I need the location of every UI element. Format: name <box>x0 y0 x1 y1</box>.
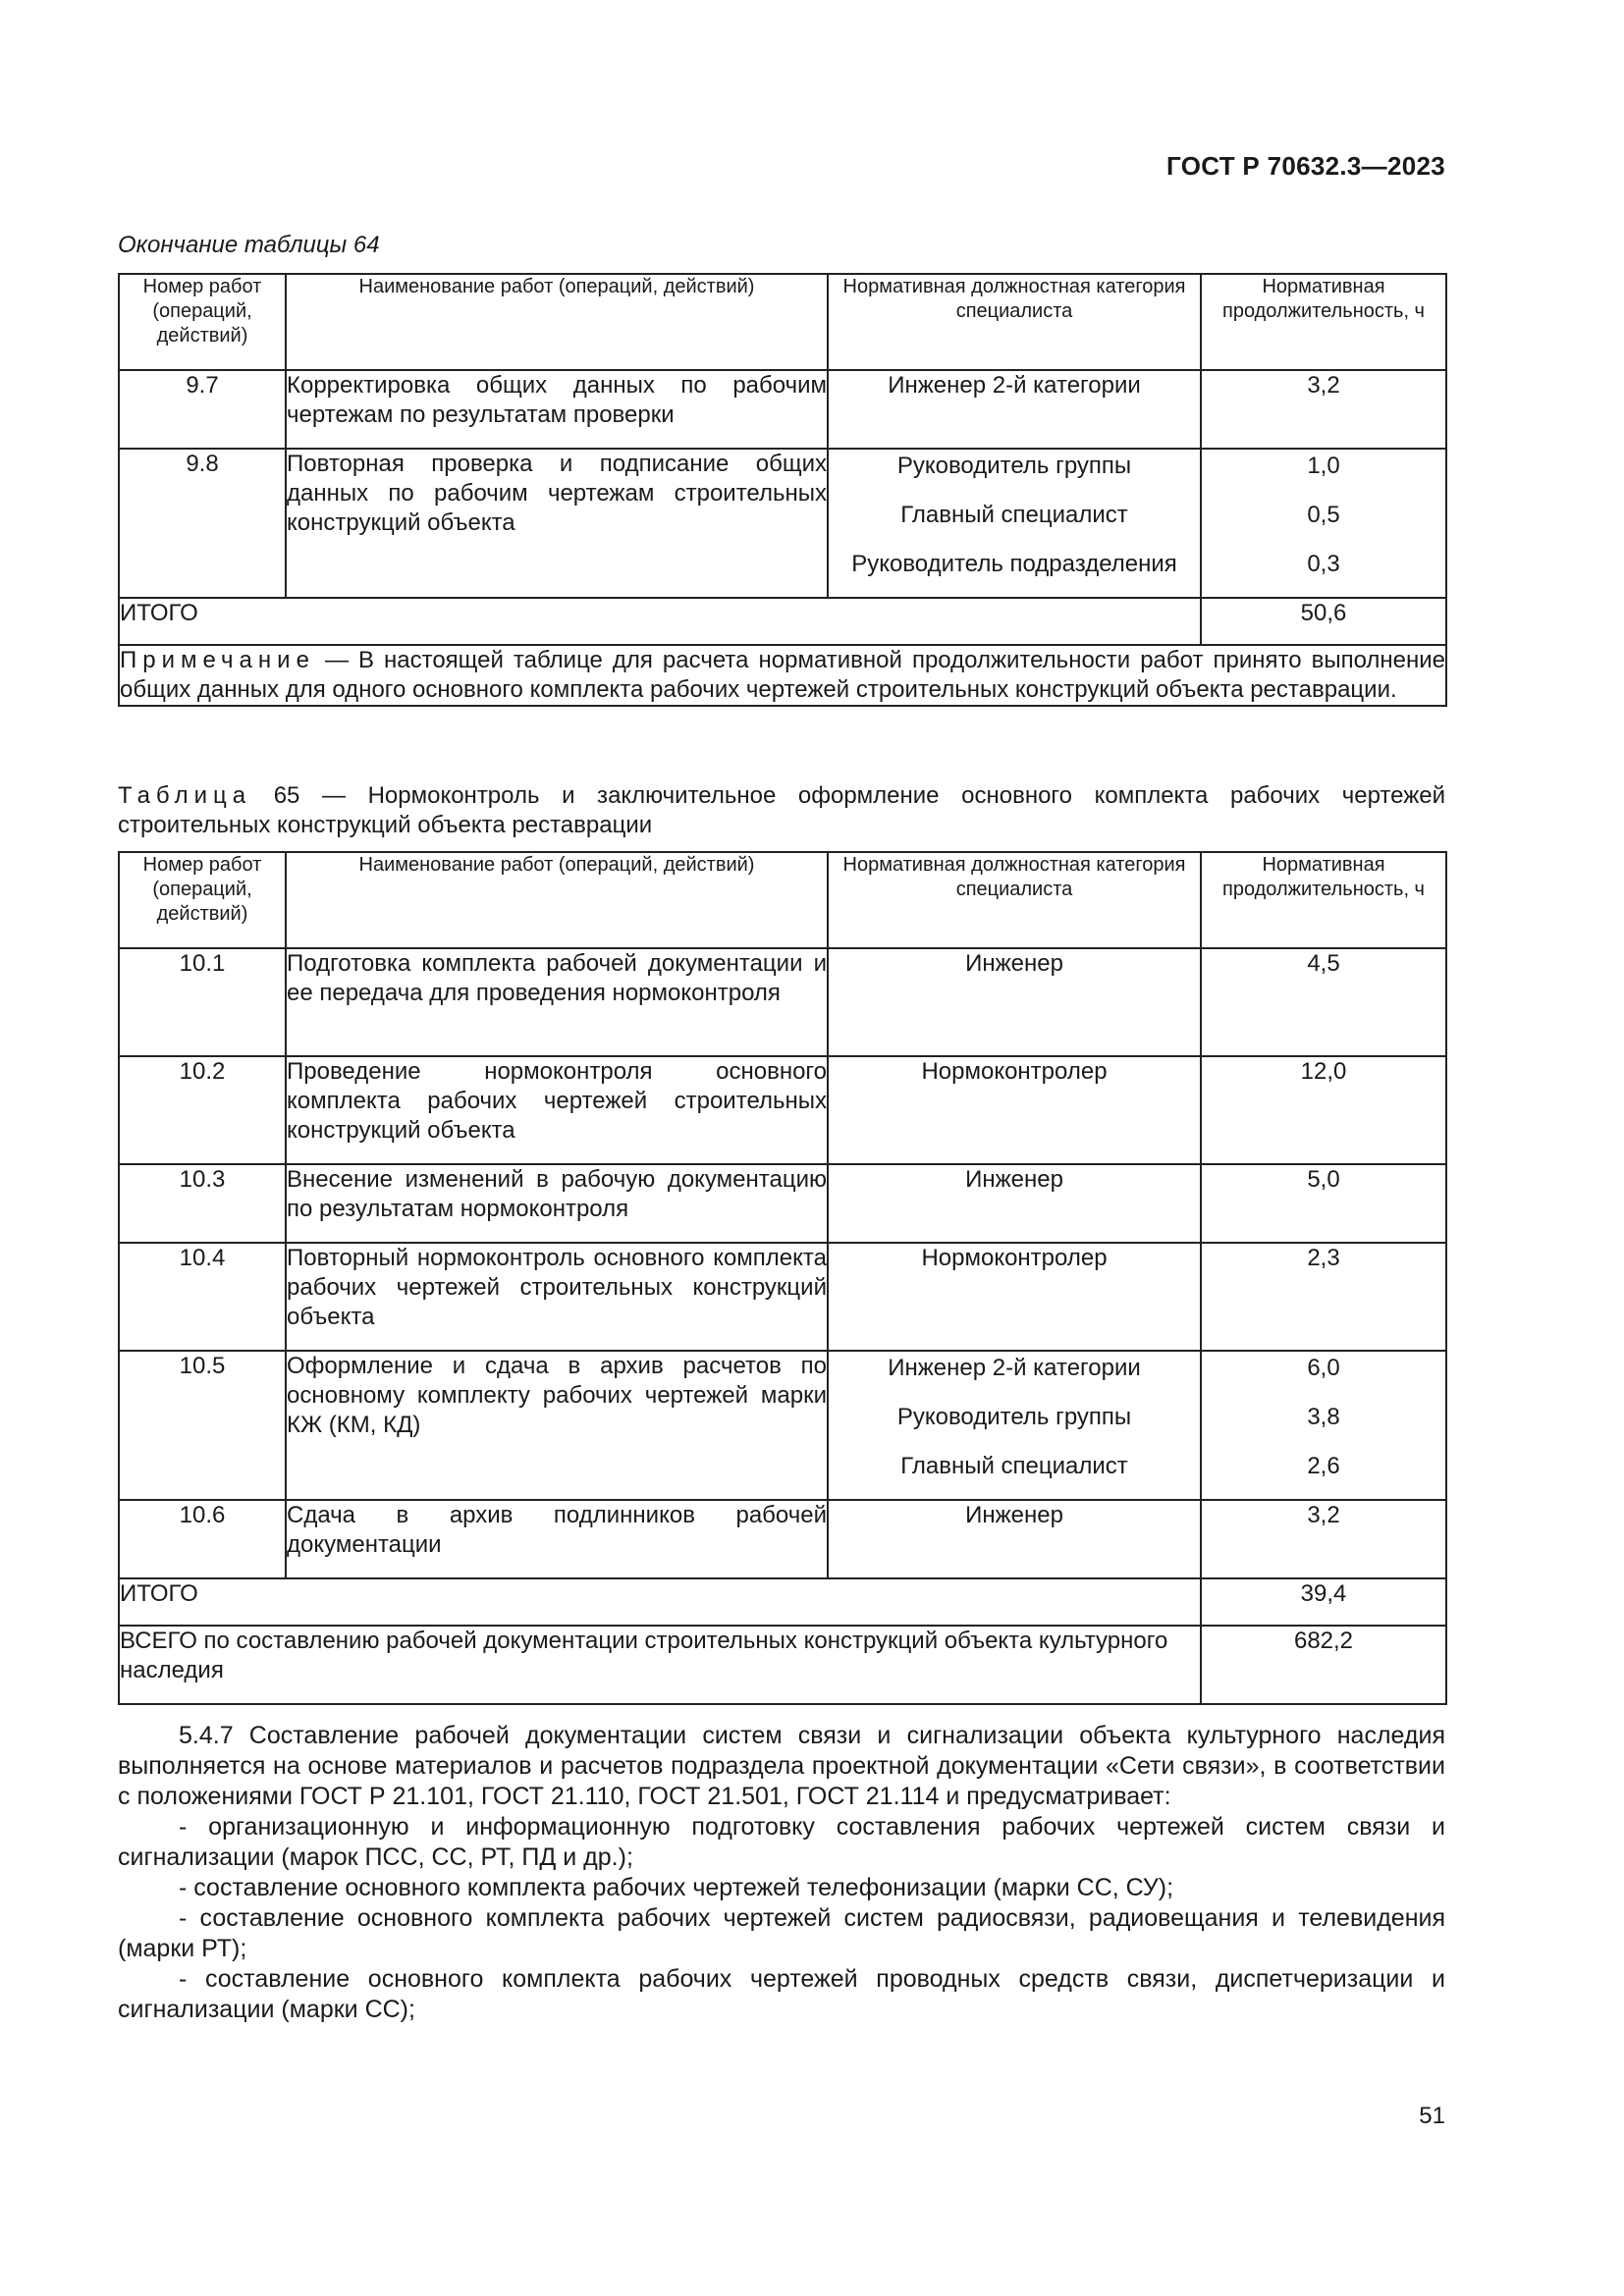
column-header-category: Нормативная должностная категория специалиста <box>828 274 1201 370</box>
table-title-text: 65 — Нормоконтроль и заключительное оформление основного комплекта рабочих чертежей строительных конструкций объекта реставрации <box>118 782 1446 838</box>
table-row <box>119 1164 1446 1243</box>
table-header-row <box>119 852 1446 948</box>
total-value: 50,6 <box>1201 598 1446 645</box>
column-header-duration: Нормативная продолжительность, ч <box>1201 852 1446 948</box>
specialist-category: Главный специалист <box>900 502 1128 528</box>
table-64 <box>118 273 1447 707</box>
list-item: - организационную и информационную подготовку составления рабочих чертежей систем связи и сигнализации (марок ПСС, СС, РТ, ПД и др.); <box>118 1813 1445 1871</box>
column-header-name: Наименование работ (операций, действий) <box>286 852 828 948</box>
specialist-category: Инженер <box>828 1500 1201 1578</box>
specialist-category: Главный специалист <box>900 1453 1128 1479</box>
work-name: Повторная проверка и подписание общих данных по рабочим чертежам строительных конструкций объекта <box>286 449 828 598</box>
table-row <box>119 449 1446 598</box>
note-label: Примечание <box>120 647 315 673</box>
duration-value: 2,3 <box>1201 1243 1446 1351</box>
work-number: 10.2 <box>119 1056 286 1164</box>
work-name: Сдача в архив подлинников рабочей документации <box>286 1500 828 1578</box>
table-65 <box>118 851 1447 1705</box>
specialist-category-list <box>828 449 1201 598</box>
specialist-category: Нормоконтролер <box>828 1243 1201 1351</box>
duration-value: 2,6 <box>1307 1453 1340 1479</box>
grand-total-value: 682,2 <box>1201 1626 1446 1704</box>
specialist-category: Руководитель группы <box>896 1404 1132 1430</box>
specialist-category: Инженер 2-й категории <box>888 1355 1141 1381</box>
note-text: — В настоящей таблице для расчета нормативной продолжительности работ принято выполнение общих данных для одного основного комплекта рабочих чертежей строительных конструкций объекта реставрации. <box>120 647 1446 703</box>
duration-value: 0,3 <box>1307 551 1340 577</box>
work-name: Повторный нормоконтроль основного комплекта рабочих чертежей строительных конструкций объекта <box>286 1243 828 1351</box>
specialist-category: Руководитель группы <box>896 453 1132 479</box>
work-name: Внесение изменений в рабочую документацию по результатам нормоконтроля <box>286 1164 828 1243</box>
duration-value: 4,5 <box>1201 948 1446 1056</box>
total-label: ИТОГО <box>119 1578 1201 1626</box>
duration-value: 3,2 <box>1201 370 1446 449</box>
list-item: - составление основного комплекта рабочих чертежей систем радиосвязи, радиовещания и телевидения (марки РТ); <box>118 1904 1445 1962</box>
document-code-header: ГОСТ Р 70632.3—2023 <box>1166 151 1445 181</box>
specialist-category: Нормоконтролер <box>828 1056 1201 1164</box>
paragraph: 5.4.7 Составление рабочей документации систем связи и сигнализации объекта культурного наследия выполняется на основе материалов и расчетов подраздела проектной документации «Сети связи», в соответствии с положениями ГОСТ Р 21.101, ГОСТ 21.110, ГОСТ 21.501, ГОСТ 21.114 и предусматривает: <box>118 1722 1445 1810</box>
duration-value: 3,2 <box>1201 1500 1446 1578</box>
column-header-name: Наименование работ (операций, действий) <box>286 274 828 370</box>
specialist-category: Инженер <box>828 948 1201 1056</box>
total-row <box>119 1578 1446 1626</box>
work-number: 10.5 <box>119 1351 286 1500</box>
total-label: ИТОГО <box>119 598 1201 645</box>
list-item: - составление основного комплекта рабочих чертежей проводных средств связи, диспетчеризации и сигнализации (марки СС); <box>118 1965 1445 2023</box>
total-row <box>119 598 1446 645</box>
specialist-category: Инженер <box>828 1164 1201 1243</box>
specialist-category-list <box>828 1351 1201 1500</box>
work-number: 9.8 <box>119 449 286 598</box>
work-number: 10.4 <box>119 1243 286 1351</box>
duration-list <box>1201 449 1446 598</box>
duration-value: 5,0 <box>1201 1164 1446 1243</box>
column-header-duration: Нормативная продолжительность, ч <box>1201 274 1446 370</box>
work-number: 10.3 <box>119 1164 286 1243</box>
work-name: Оформление и сдача в архив расчетов по основному комплекту рабочих чертежей марки КЖ (КМ, КД) <box>286 1351 828 1500</box>
work-name: Корректировка общих данных по рабочим чертежам по результатам проверки <box>286 370 828 449</box>
specialist-category: Инженер 2-й категории <box>828 370 1201 449</box>
duration-value: 12,0 <box>1201 1056 1446 1164</box>
table-note <box>119 645 1446 706</box>
work-number: 10.1 <box>119 948 286 1056</box>
table-65-title <box>118 781 1445 840</box>
body-text <box>118 1721 1445 2025</box>
table-row <box>119 1351 1446 1500</box>
duration-list <box>1201 1351 1446 1500</box>
column-header-number: Номер работ (операций, действий) <box>119 274 286 370</box>
work-name: Подготовка комплекта рабочей документации и ее передача для проведения нормоконтроля <box>286 948 828 1056</box>
duration-value: 0,5 <box>1307 502 1340 528</box>
note-row <box>119 645 1446 706</box>
work-number: 9.7 <box>119 370 286 449</box>
table-row <box>119 1243 1446 1351</box>
table-header-row <box>119 274 1446 370</box>
table-row <box>119 1056 1446 1164</box>
duration-value: 1,0 <box>1307 453 1340 479</box>
list-item: - составление основного комплекта рабочих чертежей телефонизации (марки СС, СУ); <box>179 1874 1174 1901</box>
page-number: 51 <box>1419 2103 1445 2129</box>
grand-total-label: ВСЕГО по составлению рабочей документации строительных конструкций объекта культурного наследия <box>119 1626 1201 1704</box>
total-value: 39,4 <box>1201 1578 1446 1626</box>
table-row <box>119 370 1446 449</box>
column-header-category: Нормативная должностная категория специалиста <box>828 852 1201 948</box>
specialist-category: Руководитель подразделения <box>851 551 1177 577</box>
table-row <box>119 1500 1446 1578</box>
duration-value: 3,8 <box>1307 1404 1340 1430</box>
table-label: Таблица <box>118 782 252 809</box>
grand-total-row <box>119 1626 1446 1704</box>
table-64-continuation-caption: Окончание таблицы 64 <box>118 232 380 258</box>
work-name: Проведение нормоконтроля основного комплекта рабочих чертежей строительных конструкций объекта <box>286 1056 828 1164</box>
duration-value: 6,0 <box>1307 1355 1340 1381</box>
work-number: 10.6 <box>119 1500 286 1578</box>
table-row <box>119 948 1446 1056</box>
column-header-number: Номер работ (операций, действий) <box>119 852 286 948</box>
